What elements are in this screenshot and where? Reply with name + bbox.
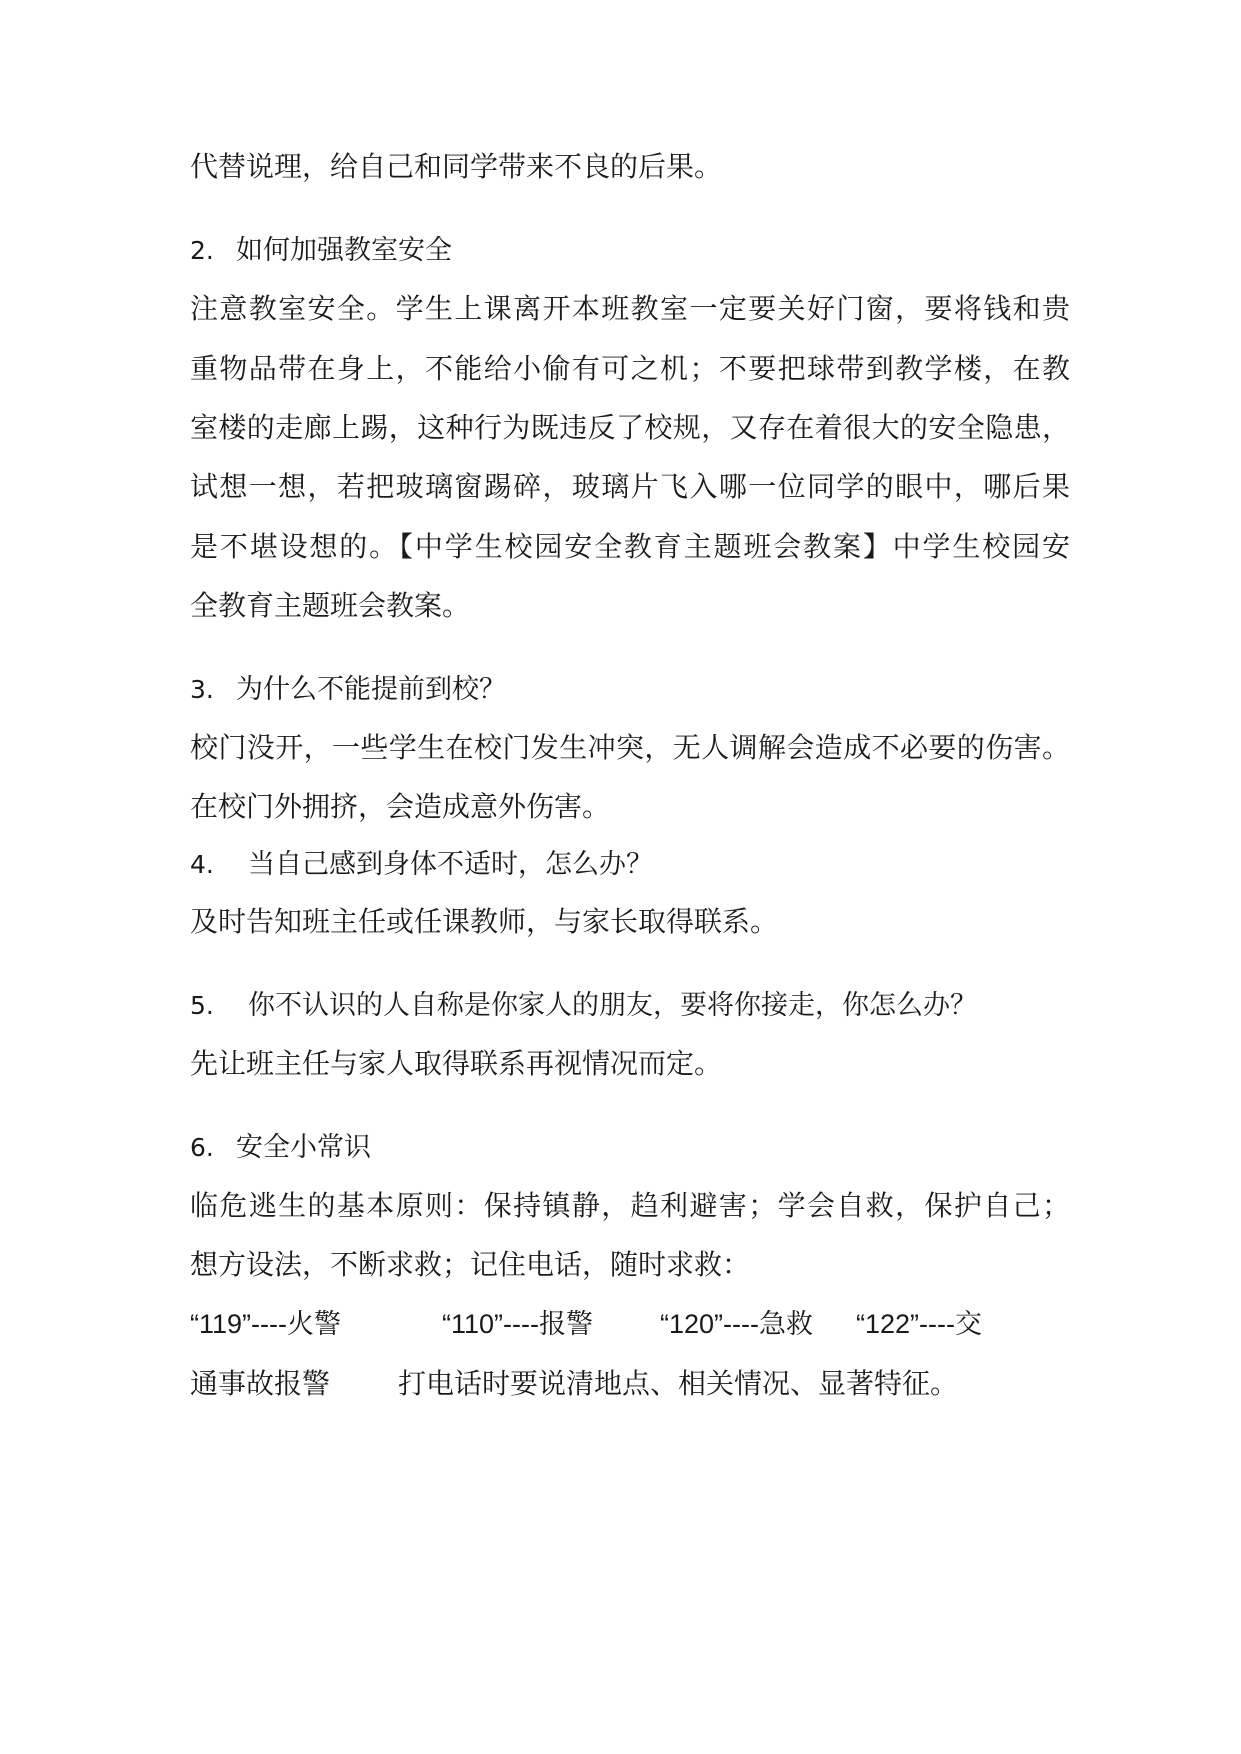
section-4-heading [190,845,1070,885]
paragraph-line: 是不堪设想的。【中学生校园安全教育主题班会教案】中学生校园安 [190,530,1070,563]
paragraph-line: 重物品带在身上，不能给小偷有可之机；不要把球带到教学楼，在教 [190,352,1070,385]
section-5-heading [190,986,1070,1026]
section-title: 当自己感到身体不适时，怎么办？ [248,849,653,880]
paragraph-line: 及时告知班主任或任课教师，与家长取得联系。 [190,905,779,938]
paragraph-line: 注意教室安全。学生上课离开本班教室一定要关好门窗，要将钱和贵 [190,292,1070,325]
section-number: 5. [190,991,214,1020]
paragraph-line: 校门没开，一些学生在校门发生冲突，无人调解会造成不必要的伤害。 [190,731,1070,764]
section-title: 安全小常识 [236,1132,371,1163]
section-6-heading [190,1128,1070,1168]
paragraph-line: 全教育主题班会教案。 [190,589,471,622]
phone-fire: “119”----火警 [190,1309,341,1339]
paragraph-line: 室楼的走廊上踢，这种行为既违反了校规，又存在着很大的安全隐患， [190,411,1070,444]
continuation-text: 代替说理，给自己和同学带来不良的后果。 [190,150,723,183]
section-3-heading [190,670,1070,710]
phone-traffic: “122”----交 [856,1309,982,1339]
paragraph-line: 想方设法，不断求救；记住电话，随时求救： [190,1248,751,1281]
phone-police: “110”----报警 [442,1309,593,1339]
final-line [190,1364,1070,1404]
phone-ambulance: “120”----急救 [660,1309,813,1339]
final-line-end: 打电话时要说清地点、相关情况、显著特征。 [398,1367,959,1400]
section-number: 6. [190,1133,214,1162]
final-line-start: 通事故报警 [190,1367,331,1400]
section-number: 2. [190,236,214,265]
section-title: 为什么不能提前到校？ [236,674,506,705]
paragraph-line: 在校门外拥挤，会造成意外伤害。 [190,790,611,823]
section-title: 如何加强教室安全 [236,235,452,266]
emergency-phones [190,1304,1070,1344]
paragraph-line: 先让班主任与家人取得联系再视情况而定。 [190,1047,723,1080]
section-2-heading [190,231,1070,271]
paragraph-line: 临危逃生的基本原则：保持镇静，趋利避害；学会自救，保护自己； [190,1189,1070,1222]
section-title: 你不认识的人自称是你家人的朋友，要将你接走，你怎么办？ [248,990,977,1021]
section-number: 4. [190,850,214,879]
paragraph-line: 试想一想，若把玻璃窗踢碎，玻璃片飞入哪一位同学的眼中，哪后果 [190,470,1070,503]
section-number: 3. [190,675,214,704]
